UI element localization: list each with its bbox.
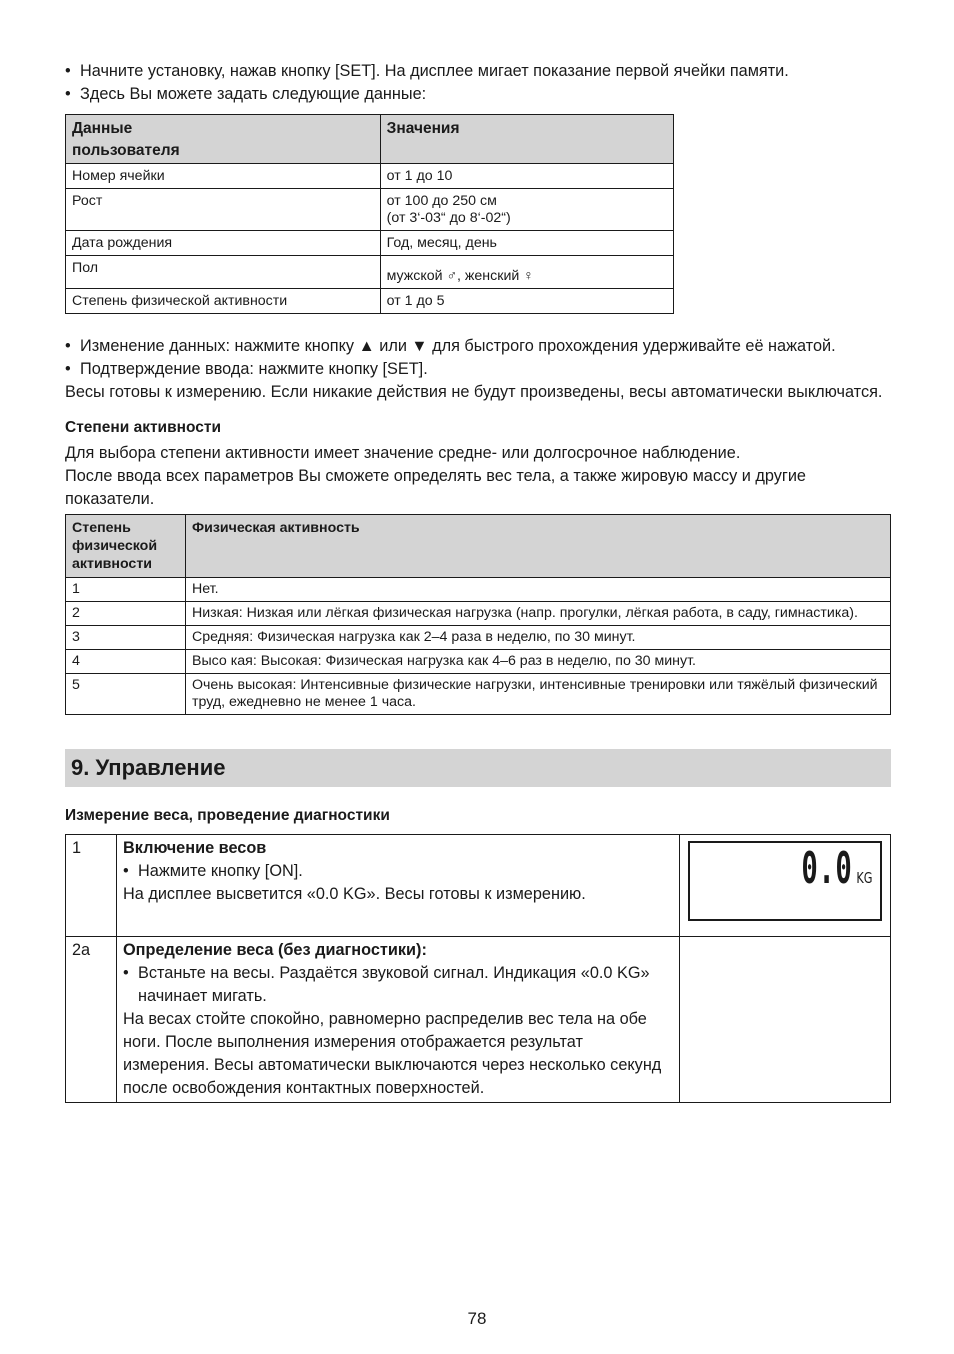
table-cell: мужской ♂, женский ♀ bbox=[380, 256, 673, 289]
table-header: Степень физической активности bbox=[66, 515, 186, 578]
scale-display bbox=[688, 841, 882, 921]
auto-off-note: Весы готовы к измерению. Если никакие действия не будут произведены, весы автоматически выключатся. bbox=[65, 383, 883, 401]
table-row bbox=[66, 602, 891, 626]
table-row bbox=[66, 256, 674, 289]
table-cell: Средняя: Физическая нагрузка как 2–4 раза в неделю, по 30 минут. bbox=[186, 626, 891, 650]
table-cell: Рост bbox=[66, 189, 381, 231]
display-unit: KG bbox=[855, 869, 872, 887]
intro-bullet-2: • Здесь Вы можете задать следующие данные: bbox=[65, 85, 427, 103]
table-cell: Нет. bbox=[186, 578, 891, 602]
page-content bbox=[65, 60, 891, 1103]
section-subheading: Измерение веса, проведение диагностики bbox=[65, 807, 390, 824]
change-data-bullet: • Изменение данных: нажмите кнопку ▲ или ▼ для быстрого прохождения удерживайте её нажатой. bbox=[65, 337, 836, 355]
table-row bbox=[66, 650, 891, 674]
page-number: 78 bbox=[467, 1309, 487, 1328]
table-cell: Низкая: Низкая или лёгкая физическая нагрузка (напр. прогулки, лёгкая работа, в саду, гимнастика). bbox=[186, 602, 891, 626]
display-illustration-cell bbox=[680, 835, 891, 937]
table-header-row bbox=[66, 115, 674, 164]
table-row bbox=[66, 626, 891, 650]
intro-bullet-1: • Начните установку, нажав кнопку [SET]. На дисплее мигает показание первой ячейки памяти. bbox=[65, 62, 789, 80]
table-row bbox=[66, 189, 674, 231]
table-header: Данные пользователя bbox=[66, 115, 381, 164]
table-header-row bbox=[66, 515, 891, 578]
male-person-icon: ♂ bbox=[446, 267, 458, 283]
gender-male-label: мужской bbox=[386, 268, 443, 284]
table-row bbox=[66, 578, 891, 602]
table-cell: Степень физической активности bbox=[66, 289, 381, 314]
table-header: Значения bbox=[380, 115, 673, 164]
operation-steps-table bbox=[65, 834, 891, 1103]
step-content bbox=[117, 835, 680, 937]
step-row bbox=[66, 835, 891, 937]
step-content bbox=[117, 937, 680, 1103]
table-cell: Год, месяц, день bbox=[380, 231, 673, 256]
confirm-bullet: • Подтверждение ввода: нажмите кнопку [SET]. bbox=[65, 360, 428, 378]
table-cell: 3 bbox=[66, 626, 186, 650]
table-cell: Очень высокая: Интенсивные физические нагрузки, интенсивные тренировки или тяжёлый физический труд, ежедневно не менее 1 часа. bbox=[186, 674, 891, 715]
height-range-imperial: (от 3‘-03“ до 8‘-02“) bbox=[386, 210, 511, 226]
table-cell bbox=[380, 189, 673, 231]
table-cell: Высо кая: Высокая: Физическая нагрузка как 4–6 раз в неделю, по 30 минут. bbox=[186, 650, 891, 674]
activity-para-2: После ввода всех параметров Вы сможете определять вес тела, а также жировую массу и другие показатели. bbox=[65, 467, 806, 508]
table-header: Физическая активность bbox=[186, 515, 891, 578]
height-range: от 100 до 250 см bbox=[386, 193, 497, 209]
step-bullet: • Нажмите кнопку [ON]. bbox=[123, 862, 303, 880]
table-cell: от 1 до 5 bbox=[380, 289, 673, 314]
step-bullet: • Встаньте на весы. Раздаётся звуковой сигнал. Индикация «0.0 KG» начинает мигать. bbox=[123, 964, 650, 1005]
female-person-icon: ♀ bbox=[523, 267, 534, 283]
table-row bbox=[66, 289, 674, 314]
activity-para-1: Для выбора степени активности имеет значение средне- или долгосрочное наблюдение. bbox=[65, 444, 741, 462]
table-cell: 2 bbox=[66, 602, 186, 626]
display-weight-value: 0.0 bbox=[800, 843, 852, 894]
table-row bbox=[66, 231, 674, 256]
activity-table bbox=[65, 514, 891, 715]
gender-female-label: женский bbox=[464, 268, 520, 284]
table-cell: Дата рождения bbox=[66, 231, 381, 256]
activity-heading: Степени активности bbox=[65, 419, 221, 436]
table-cell: Номер ячейки bbox=[66, 164, 381, 189]
table-cell: 5 bbox=[66, 674, 186, 715]
step-number: 2a bbox=[66, 937, 117, 1103]
table-cell: Пол bbox=[66, 256, 381, 289]
empty-illustration-cell bbox=[680, 937, 891, 1103]
step-row bbox=[66, 937, 891, 1103]
step-text: На весах стойте спокойно, равномерно распределив вес тела на обе ноги. После выполнения измерения отображается результат измерения. Весы автоматически выключаются через несколько секунд после освобождения контактных поверхностей. bbox=[123, 1010, 662, 1097]
section-title: 9. Управление bbox=[65, 749, 891, 787]
user-data-table bbox=[65, 114, 674, 314]
table-row bbox=[66, 164, 674, 189]
step-title: Включение весов bbox=[123, 839, 267, 857]
table-cell: от 1 до 10 bbox=[380, 164, 673, 189]
table-cell: 4 bbox=[66, 650, 186, 674]
step-text: На дисплее высветится «0.0 KG». Весы готовы к измерению. bbox=[123, 885, 586, 903]
step-number: 1 bbox=[66, 835, 117, 937]
step-title: Определение веса (без диагностики): bbox=[123, 941, 427, 959]
table-cell: 1 bbox=[66, 578, 186, 602]
table-row bbox=[66, 674, 891, 715]
